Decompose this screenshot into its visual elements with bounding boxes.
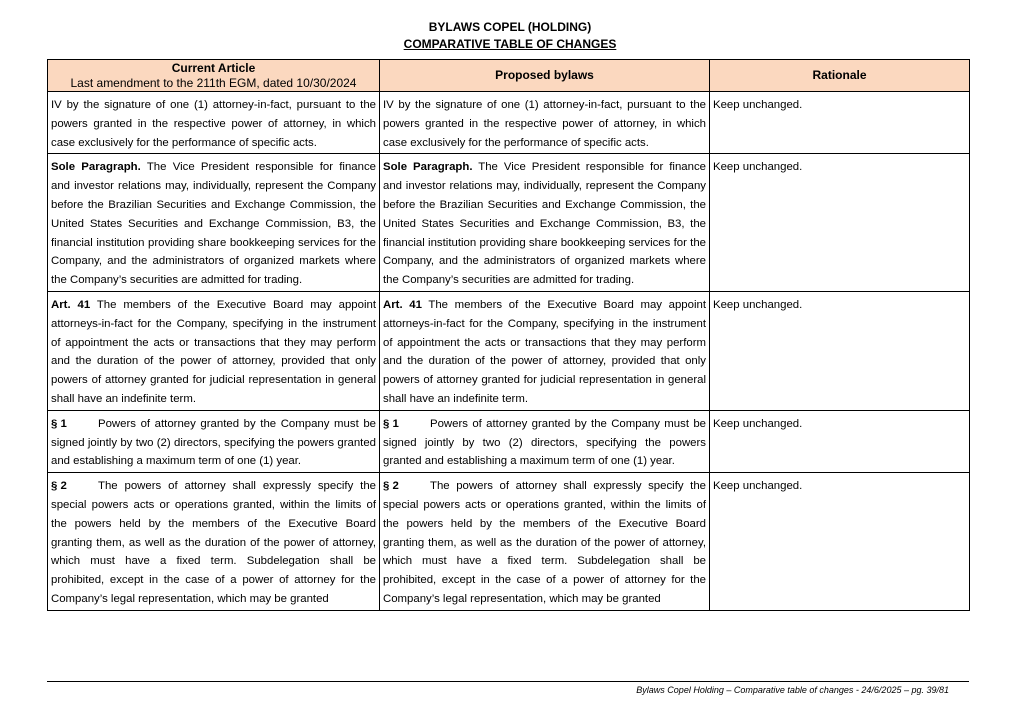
table-row: [48, 410, 970, 472]
table-header-row: [48, 60, 970, 92]
rationale-cell: Keep unchanged.: [710, 154, 970, 292]
table-row: [48, 92, 970, 154]
table-row: [48, 473, 970, 611]
proposed-bylaws-cell: [380, 410, 710, 472]
footer-divider: [47, 681, 969, 682]
proposed-bylaws-cell: [380, 473, 710, 611]
cell-text: The Vice President responsible for finance and investor relations may, individually, represent the Company before the Brazilian Securities and Exchange Commission, the United States Securities and Exchange Commission, B3, the financial institution providing share bookkeeping services for the Company, and the administrators of organized markets where the Company’s securities are admitted for trading.: [383, 161, 706, 287]
cell-text: The Vice President responsible for finance and investor relations may, individually, represent the Company before the Brazilian Securities and Exchange Commission, the United States Securities and Exchange Commission, B3, the financial institution providing share bookkeeping services for the Company, and the administrators of organized markets where the Company’s securities are admitted for trading.: [51, 161, 377, 287]
cell-text: IV by the signature of one (1) attorney-in-fact, pursuant to the powers granted in the respective power of attorney, in which case exclusively for the performance of specific acts.: [383, 99, 706, 149]
table-row: [48, 291, 970, 410]
page-footer: Bylaws Copel Holding – Comparative table of changes - 24/6/2025 – pg. 39/81: [636, 685, 949, 695]
lead-label: Sole Paragraph.: [383, 161, 473, 174]
cell-text: Powers of attorney granted by the Company must be signed jointly by two (2) directors, specifying the powers granted and establishing a maximum term of one (1) year.: [383, 417, 706, 468]
section-label: § 1: [383, 417, 399, 430]
cell-text: The powers of attorney shall expressly specify the special powers acts or operations granted, within the limits of the powers held by the members of the Executive Board granting them, as well as the duration of the power of attorney, which must have a fixed term. Subdelegation shall be prohibited, except in the case of a power of attorney for the Company’s legal representation, which may be granted: [383, 480, 706, 605]
rationale-cell: Keep unchanged.: [710, 410, 970, 472]
proposed-bylaws-cell: [380, 291, 710, 410]
cell-text: The members of the Executive Board may appoint attorneys-in-fact for the Company, specifying in the instrument of appointment the acts or transactions that they may perform and the duration of the power of attorney, provided that only powers of attorney granted for judicial representation in general shall have an indefinite term.: [383, 298, 706, 405]
current-article-cell: [48, 473, 380, 611]
current-article-cell: [48, 154, 380, 292]
header-current-subtitle: Last amendment to the 211th EGM, dated 10/30/2024: [70, 75, 357, 90]
section-label: § 2: [383, 480, 399, 493]
current-article-cell: [48, 291, 380, 410]
current-article-cell: [48, 410, 380, 472]
lead-label: Sole Paragraph.: [51, 161, 141, 174]
header-current-title: Current Article: [171, 60, 256, 75]
section-label: § 2: [51, 480, 67, 493]
cell-text: The members of the Executive Board may appoint attorneys-in-fact for the Company, specifying in the instrument of appointment the acts or transactions that they may perform and the duration of the power of attorney, provided that only powers of attorney granted for judicial representation in general shall have an indefinite term.: [51, 298, 376, 405]
document-title: BYLAWS COPEL (HOLDING): [428, 20, 592, 34]
header-rationale: Rationale: [710, 60, 970, 92]
cell-text: Powers of attorney granted by the Company must be signed jointly by two (2) directors, specifying the powers granted and establishing a maximum term of one (1) year.: [51, 417, 376, 468]
comparison-table: [47, 59, 970, 611]
cell-text: The powers of attorney shall expressly specify the special powers acts or operations granted, within the limits of the powers held by the members of the Executive Board granting them, as well as the duration of the power of attorney, which must have a fixed term. Subdelegation shall be prohibited, except in the case of a power of attorney for the Company’s legal representation, which may be granted: [51, 480, 376, 605]
section-label: § 1: [51, 417, 67, 430]
document-subtitle: COMPARATIVE TABLE OF CHANGES: [403, 37, 617, 51]
header-current-article: [48, 60, 380, 92]
rationale-cell: Keep unchanged.: [710, 291, 970, 410]
rationale-cell: Keep unchanged.: [710, 92, 970, 154]
header-proposed-bylaws: Proposed bylaws: [380, 60, 710, 92]
rationale-cell: Keep unchanged.: [710, 473, 970, 611]
proposed-bylaws-cell: [380, 154, 710, 292]
proposed-bylaws-cell: [380, 92, 710, 154]
lead-label: Art. 41: [51, 298, 91, 311]
table-row: [48, 154, 970, 292]
lead-label: Art. 41: [383, 298, 422, 311]
current-article-cell: [48, 92, 380, 154]
cell-text: IV by the signature of one (1) attorney-in-fact, pursuant to the powers granted in the respective power of attorney, in which case exclusively for the performance of specific acts.: [51, 99, 376, 149]
